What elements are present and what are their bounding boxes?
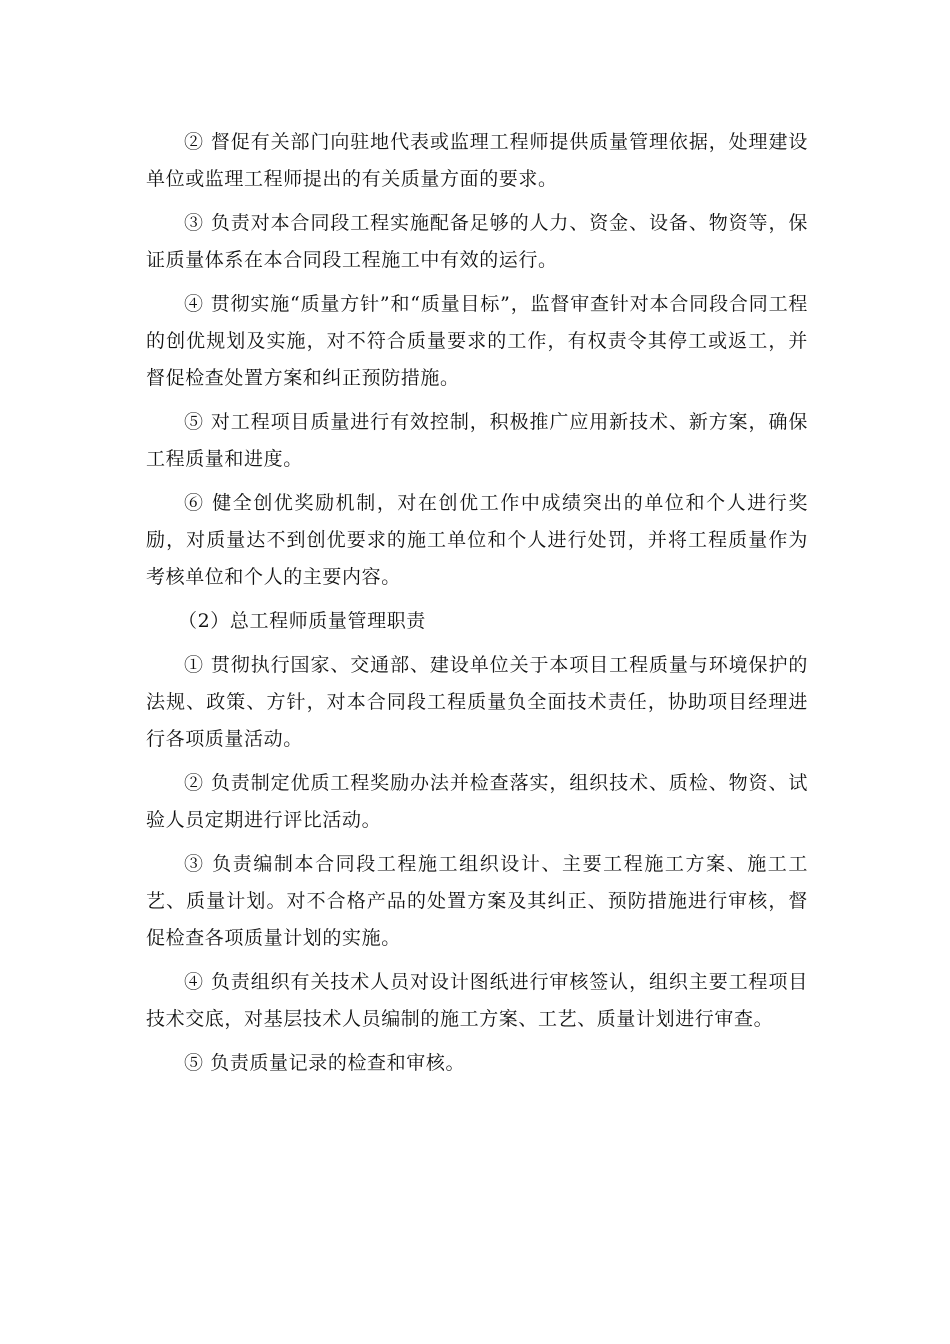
paragraph-item-3-design: ③ 负责编制本合同段工程施工组织设计、主要工程施工方案、施工工艺、质量计划。对不合格产品的处置方案及其纠正、预防措施进行审核，督促检查各项质量计划的实施。	[146, 853, 808, 949]
paragraph-item-2-urge: ② 督促有关部门向驻地代表或监理工程师提供质量管理依据，处理建设单位或监理工程师提出的有关质量方面的要求。	[146, 131, 808, 190]
paragraph-item-5-control: ⑤ 对工程项目质量进行有效控制，积极推广应用新技术、新方案，确保工程质量和进度。	[146, 411, 808, 470]
paragraph-item-2-incentive: ② 负责制定优质工程奖励办法并检查落实，组织技术、质检、物资、试验人员定期进行评比活动。	[146, 772, 808, 831]
paragraph-item-6-reward: ⑥ 健全创优奖励机制，对在创优工作中成绩突出的单位和个人进行奖励，对质量达不到创优要求的施工单位和个人进行处罚，并将工程质量作为考核单位和个人的主要内容。	[146, 492, 808, 588]
paragraph-item-1-regulations: ① 贯彻执行国家、交通部、建设单位关于本项目工程质量与环境保护的法规、政策、方针，对本合同段工程质量负全面技术责任，协助项目经理进行各项质量活动。	[146, 654, 808, 750]
paragraph-item-5-records: ⑤ 负责质量记录的检查和审核。	[184, 1052, 466, 1074]
paragraph-item-4-drawings: ④ 负责组织有关技术人员对设计图纸进行审核签认，组织主要工程项目技术交底，对基层技术人员编制的施工方案、工艺、质量计划进行审查。	[146, 971, 808, 1030]
paragraph-item-4-policy: ④ 贯彻实施“质量方针”和“质量目标”，监督审查针对本合同段合同工程的创优规划及实施，对不符合质量要求的工作，有权责令其停工或返工，并督促检查处置方案和纠正预防措施。	[146, 293, 808, 389]
document-page	[146, 124, 808, 1082]
paragraph-item-3-resources: ③ 负责对本合同段工程实施配备足够的人力、资金、设备、物资等，保证质量体系在本合同段工程施工中有效的运行。	[146, 212, 808, 271]
section-heading-chief-engineer: （2）总工程师质量管理职责	[178, 610, 426, 632]
